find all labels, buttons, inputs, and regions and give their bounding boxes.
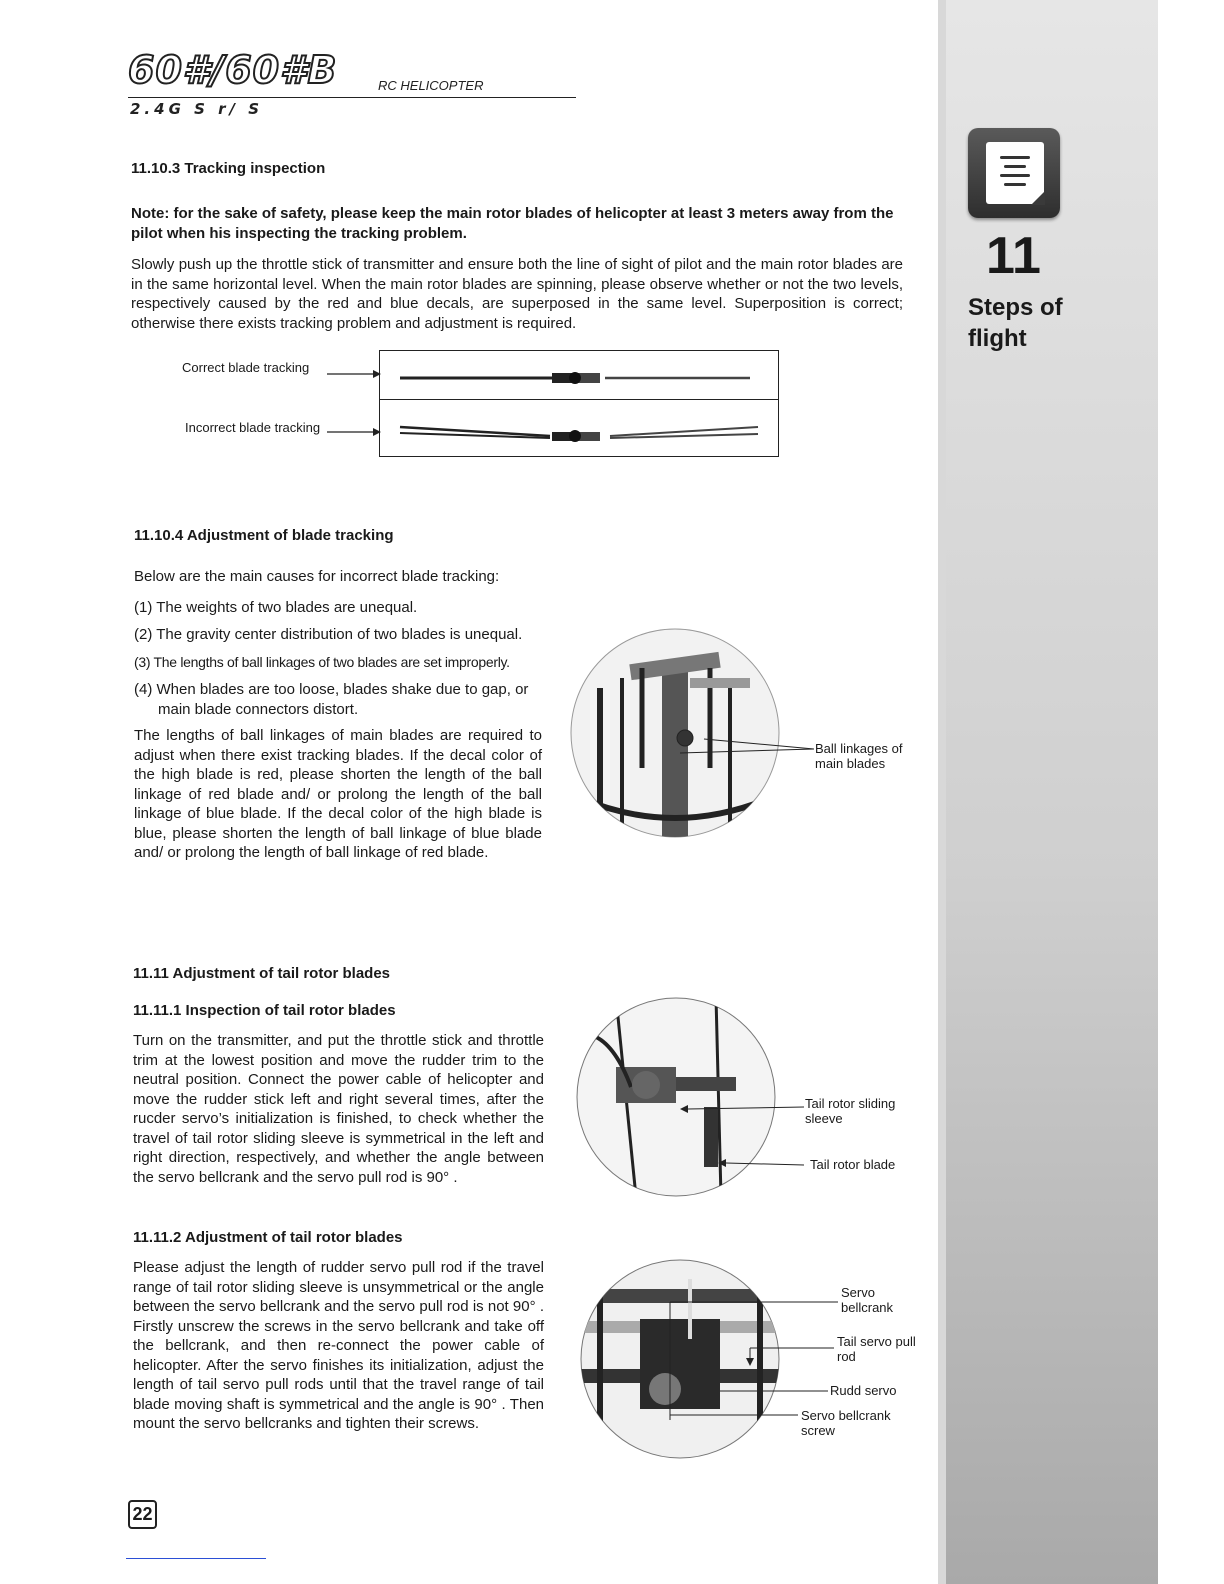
cause-item: (1) The weights of two blades are unequal. [134, 599, 418, 616]
label-incorrect-tracking: Incorrect blade tracking [185, 420, 321, 435]
rotor-head-photo [570, 628, 780, 838]
subsection-heading-adjustment: 11.11.2 Adjustment of tail rotor blades [133, 1229, 403, 1246]
callout-tail-blade: Tail rotor blade [810, 1157, 896, 1172]
chapter-title: Steps of flight [968, 294, 1063, 352]
callout-rudd-servo: Rudd servo [830, 1383, 897, 1398]
correct-tracking-figure [379, 350, 779, 400]
brand-logo: 60#/60#B [128, 48, 338, 92]
page-number: 22 [128, 1500, 157, 1529]
tracking-inspection-body: Slowly push up the throttle stick of transmitter and ensure both the line of sight of pilot and the main rotor blades are in the same horizontal level. When the main rotor blades are spinning, please observe whether or not the two levels, respectively caused by the red and blue decals, are superposed in the same level. Superposition is correct; otherwise there exists tracking problem and adjustment is required. [131, 256, 903, 332]
callout-lines-tail [690, 1095, 810, 1175]
blade-tracking-body: The lengths of ball linkages of main blades are required to adjust when there exist tracking blades. If the decal color of the high blade is red, please shorten the length of the ball linkage of red blade and/ or prolong the length of the ball linkage of blue blade. If the decal color of the high blade is blue, please shorten the length of ball linkage of blue blade and/ or prolong the length of ball linkage of red blade. [134, 727, 542, 861]
brand-subtitle: RC HELICOPTER [378, 78, 484, 93]
callout-lines-servo [660, 1290, 840, 1470]
callout-servo-bellcrank: Servo bellcrank [841, 1285, 894, 1315]
cause-item: (3) The lengths of ball linkages of two blades are set improperly. [134, 654, 510, 670]
chapter-number: 11 [986, 227, 1041, 285]
incorrect-tracking-figure [379, 399, 779, 457]
footer-rule [126, 1558, 266, 1559]
callout-line-ball-linkage [700, 735, 820, 765]
tail-inspection-body: Turn on the transmitter, and put the throttle stick and throttle trim at the lowest position and move the rudder trim to the neutral position. Connect the power cable of helicopter and move the rudder stick left and right several times, after the rucder servo’s initialization is finished, to check whether the travel of tail rotor sliding sleeve is symmetrical in the left and right direction, respectively, and whether the angle between the servo bellcrank and the servo pull rod is 90° . [133, 1032, 544, 1186]
section-heading-tail-rotor: 11.11 Adjustment of tail rotor blades [133, 965, 391, 982]
header-rule [128, 97, 576, 98]
document-icon [968, 128, 1060, 218]
callout-ball-linkages: Ball linkages of main blades [815, 741, 903, 771]
cause-item: (4) When blades are too loose, blades shake due to gap, or main blade connectors distort. [134, 681, 529, 718]
label-correct-tracking: Correct blade tracking [182, 360, 310, 375]
callout-tail-servo-pull-rod: Tail servo pull rod [837, 1334, 916, 1364]
chapter-sidebar [938, 0, 1158, 1584]
tracking-arrows [325, 360, 385, 460]
brand-series: 2.4G S r/ S [130, 100, 264, 118]
callout-sliding-sleeve: Tail rotor sliding sleeve [805, 1096, 896, 1126]
callout-bellcrank-screw: Servo bellcrank screw [801, 1408, 891, 1438]
cause-item: (2) The gravity center distribution of two blades is unequal. [134, 626, 523, 643]
subsection-heading-inspection: 11.11.1 Inspection of tail rotor blades [133, 1002, 396, 1019]
tail-adjustment-body: Please adjust the length of rudder servo pull rod if the travel range of tail rotor sliding sleeve is unsymmetrical or the angle between the servo bellcrank and the servo pull rod is not 90° . Firstly unscrew the screws in the servo bellcrank and take off the bellcrank, and then re-connect the power cable of helicopter. After the servo finishes its initialization, adjust the length of tail servo pull rods until that the travel range of tail blade moving shaft is symmetrical and the angle is 90° . Then mount the servo bellcranks and tighten their screws. [133, 1259, 544, 1432]
safety-note: Note: for the sake of safety, please keep the main rotor blades of helicopter at least 3 meters away from the pilot when his inspecting the tracking problem. [131, 205, 894, 242]
causes-intro: Below are the main causes for incorrect blade tracking: [134, 568, 500, 585]
section-heading-tracking-inspection: 11.10.3 Tracking inspection [131, 160, 326, 177]
section-heading-blade-tracking: 11.10.4 Adjustment of blade tracking [134, 527, 394, 544]
